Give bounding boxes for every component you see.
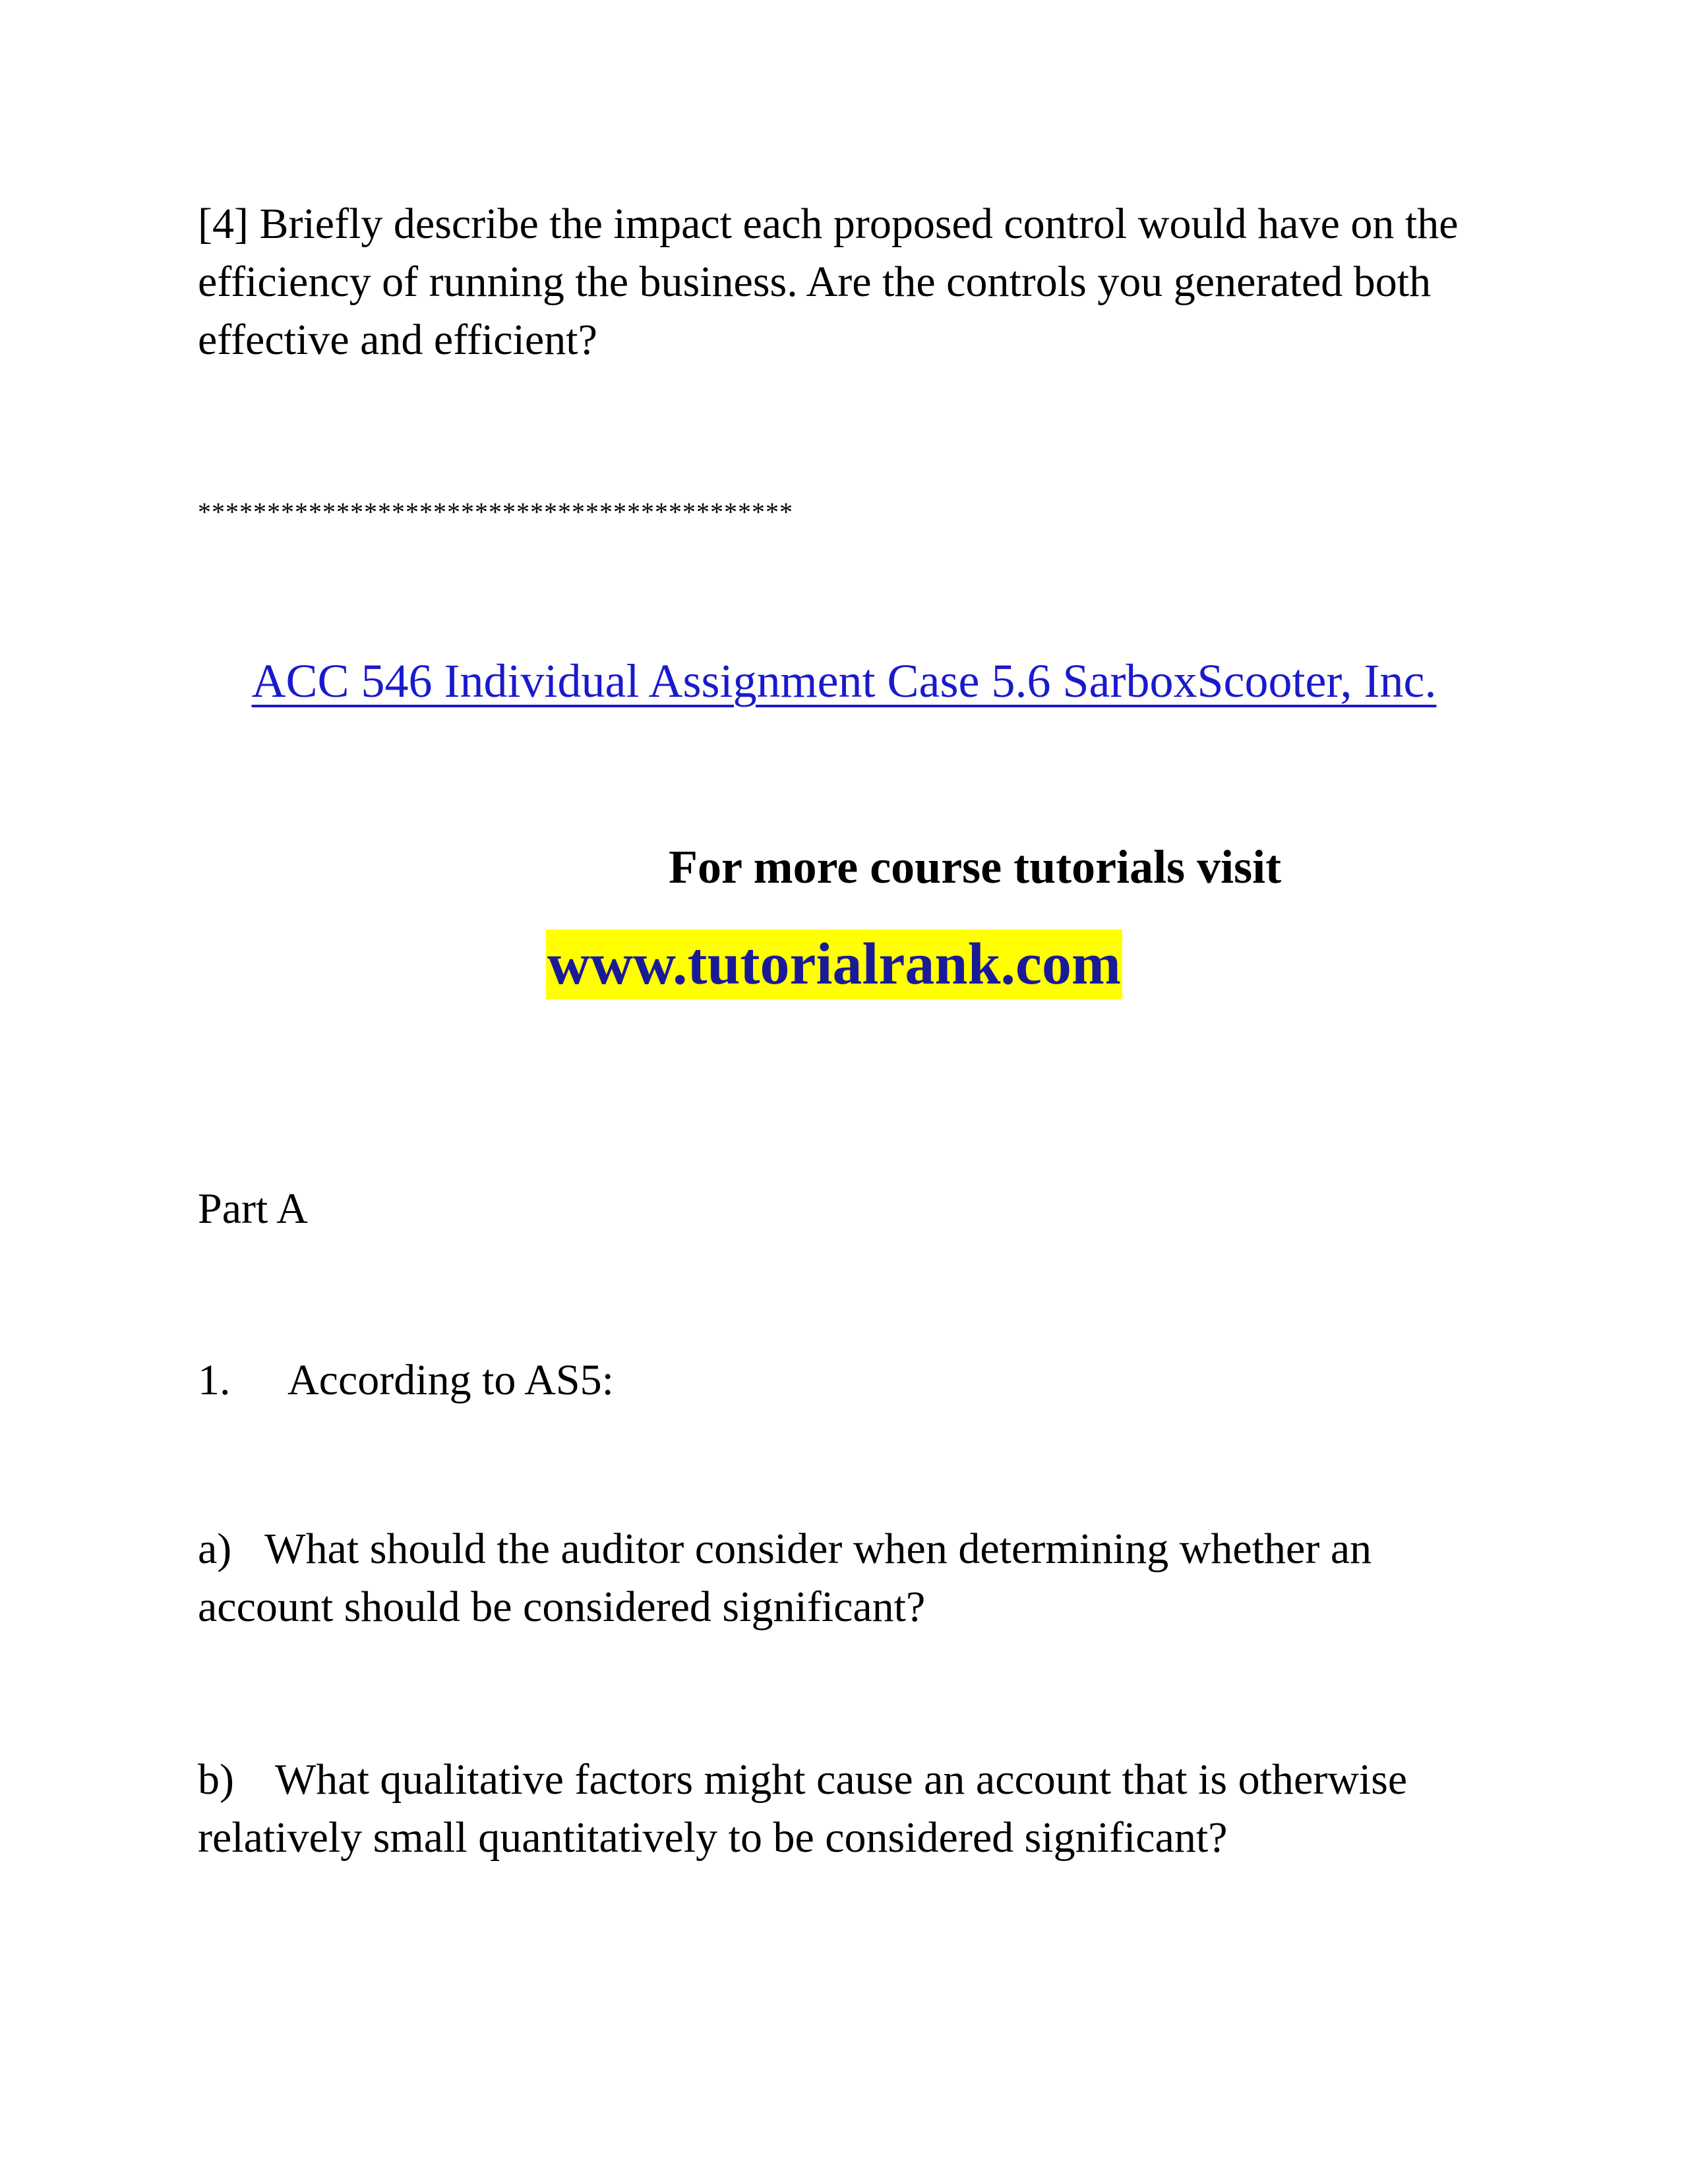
- tutorialrank-link[interactable]: www.tutorialrank.com: [546, 930, 1122, 999]
- question-1b-label: b): [198, 1756, 234, 1804]
- question-1-text: According to AS5:: [287, 1356, 614, 1404]
- assignment-title-link[interactable]: ACC 546 Individual Assignment Case 5.6 SarboxScooter, Inc.: [251, 655, 1437, 707]
- question-1: [198, 1351, 614, 1409]
- question-1b-text: What qualitative factors might cause an account that is otherwise relatively small quantitatively to be considered significant?: [198, 1756, 1408, 1862]
- question-1b: [198, 1751, 1490, 1867]
- question-1a-text: What should the auditor consider when determining whether an account should be considered significant?: [198, 1525, 1372, 1631]
- separator-line: *******************************************: [198, 497, 793, 527]
- part-a-heading: Part A: [198, 1185, 308, 1233]
- promo-text: For more course tutorials visit: [669, 841, 1282, 893]
- question-1a-label: a): [198, 1525, 232, 1573]
- question-1-number: 1.: [198, 1356, 231, 1404]
- question-1a: [198, 1520, 1490, 1636]
- question-4-text: [4] Briefly describe the impact each proposed control would have on the efficiency of running the business. Are the controls you generated both effective and efficient?: [198, 200, 1459, 364]
